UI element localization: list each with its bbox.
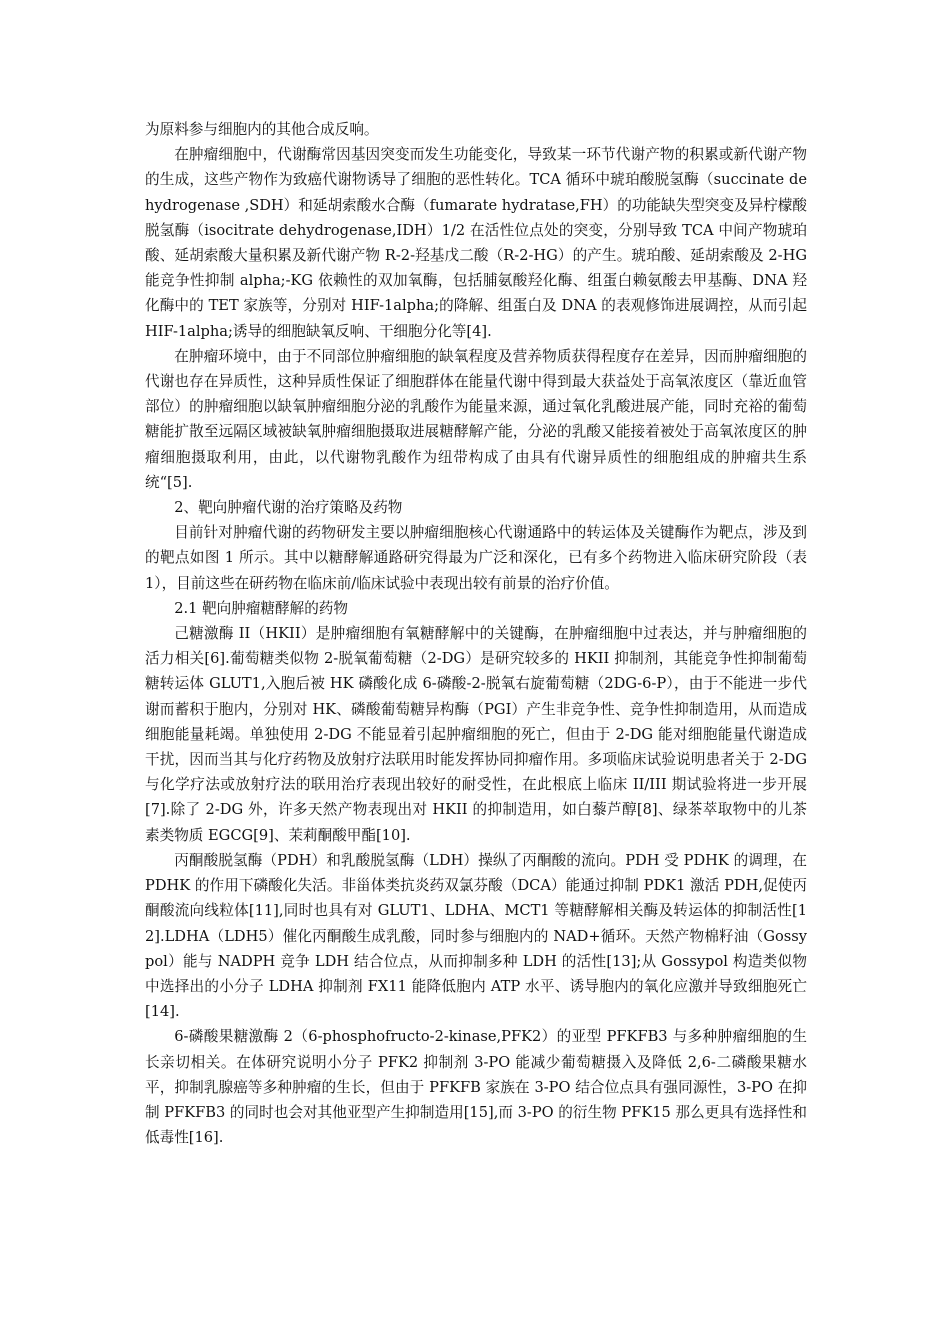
paragraph-drug-targets: 目前针对肿瘤代谢的药物研发主要以肿瘤细胞核心代谢通路中的转运体及关键酶作为靶点，涉及到的靶点如图 1 所示。其中以糖酵解通路研究得最为广泛和深化，已有多个药物进入临床研究阶段（表 1），目前这些在研药物在临床前/临床试验中表现出较有前景的治疗价值。	[145, 524, 807, 592]
paragraph-continuation: 为原料参与细胞内的其他合成反响。	[145, 121, 379, 138]
paragraph-pdh-ldh: 丙酮酸脱氢酶（PDH）和乳酸脱氢酶（LDH）操纵了丙酮酸的流向。PDH 受 PDHK 的调理，在 PDHK 的作用下磷酸化失活。非甾体类抗炎药双氯芬酸（DCA）能通过抑制 PDK1 激活 PDH,促使丙酮酸流向线粒体[11],同时也具有对 GLUT1、LDHA、MCT1 等糖酵解相关酶及转运体的抑制活性[12].LDHA（LDH5）催化丙酮酸生成乳酸，同时参与细胞内的 NAD+循环。天然产物棉籽油（Gossypol）能与 NADPH 竞争 LDH 结合位点，从而抑制多种 LDH 的活性[13];从 Gossypol 构造类似物中选择出的小分子 LDHA 抑制剂 FX11 能降低胞内 ATP 水平、诱导胞内的氧化应激并导致细胞死亡[14].	[145, 851, 807, 1021]
paragraph-hkii: 己糖激酶 II（HKII）是肿瘤细胞有氧糖酵解中的关键酶，在肿瘤细胞中过表达，并与肿瘤细胞的活力相关[6].葡萄糖类似物 2-脱氧葡萄糖（2-DG）是研究较多的 HKII 抑制剂，其能竞争性抑制葡萄糖转运体 GLUT1,入胞后被 HK 磷酸化成 6-磷酸-2-脱氧右旋葡萄糖（2DG-6-P），由于不能进一步代谢而蓄积于胞内，分别对 HK、磷酸葡萄糖异构酶（PGI）产生非竞争性、竞争性抑制造用，从而造成细胞能量耗竭。单独使用 2-DG 不能显着引起肿瘤细胞的死亡，但由于 2-DG 能对细胞能量代谢造成干扰，因而当其与化疗药物及放射疗法联用时能发挥协同抑瘤作用。多项临床试验说明患者关于 2-DG 与化学疗法或放射疗法的联用治疗表现出较好的耐受性，在此根底上临床 II/III 期试验将进一步开展[7].除了 2-DG 外，许多天然产物表现出对 HKII 的抑制造用，如白藜芦醇[8]、绿茶萃取物中的儿茶素类物质 EGCG[9]、茉莉酮酸甲酯[10].	[145, 625, 807, 844]
paragraph-metabolic-heterogeneity: 在肿瘤环境中，由于不同部位肿瘤细胞的缺氧程度及营养物质获得程度存在差异，因而肿瘤细胞的代谢也存在异质性，这种异质性保证了细胞群体在能量代谢中得到最大获益处于高氧浓度区（靠近血管部位）的肿瘤细胞以缺氧肿瘤细胞分泌的乳酸作为能量来源，通过氧化乳酸进展产能，同时充裕的葡萄糖能扩散至远隔区域被缺氧肿瘤细胞摄取进展糖酵解产能，分泌的乳酸又能接着被处于高氧浓度区的肿瘤细胞摄取利用，由此，以代谢物乳酸作为纽带构成了由具有代谢异质性的细胞组成的肿瘤共生系统“[5].	[145, 347, 807, 491]
document-page	[145, 117, 807, 1150]
paragraph-oncometabolites: 在肿瘤细胞中，代谢酶常因基因突变而发生功能变化，导致某一环节代谢产物的积累或新代谢产物的生成，这些产物作为致癌代谢物诱导了细胞的恶性转化。TCA 循环中琥珀酸脱氢酶（succinate dehydrogenase ,SDH）和延胡索酸水合酶（fumarate hydratase,FH）的功能缺失型突变及异柠檬酸脱氢酶（isocitrate dehydrogenase,IDH）1/2 在活性位点处的突变，分别导致 TCA 中间产物琥珀酸、延胡索酸大量积累及新代谢产物 R-2-羟基戊二酸（R-2-HG）的产生。琥珀酸、延胡索酸及 2-HG 能竞争性抑制 alpha;-KG 依赖性的双加氧酶，包括脯氨酸羟化酶、组蛋白赖氨酸去甲基酶、DNA 羟化酶中的 TET 家族等，分别对 HIF-1alpha;的降解、组蛋白及 DNA 的表观修饰进展调控，从而引起 HIF-1alpha;诱导的细胞缺氧反响、干细胞分化等[4].	[145, 146, 807, 340]
section-heading-2: 2、靶向肿瘤代谢的治疗策略及药物	[174, 499, 403, 517]
paragraph-pfk2: 6-磷酸果糖激酶 2（6-phosphofructo-2-kinase,PFK2）的亚型 PFKFB3 与多种肿瘤细胞的生长亲切相关。在体研究说明小分子 PFK2 抑制剂 3-PO 能减少葡萄糖摄入及降低 2,6-二磷酸果糖水平，抑制乳腺癌等多种肿瘤的生长，但由于 PFKFB 家族在 3-PO 结合位点具有强同源性，3-PO 在抑制 PFKFB3 的同时也会对其他亚型产生抑制造用[15],而 3-PO 的衍生物 PFK15 那么更具有选择性和低毒性[16].	[145, 1028, 807, 1147]
section-heading-2-1: 2.1 靶向肿瘤糖酵解的药物	[174, 599, 348, 617]
